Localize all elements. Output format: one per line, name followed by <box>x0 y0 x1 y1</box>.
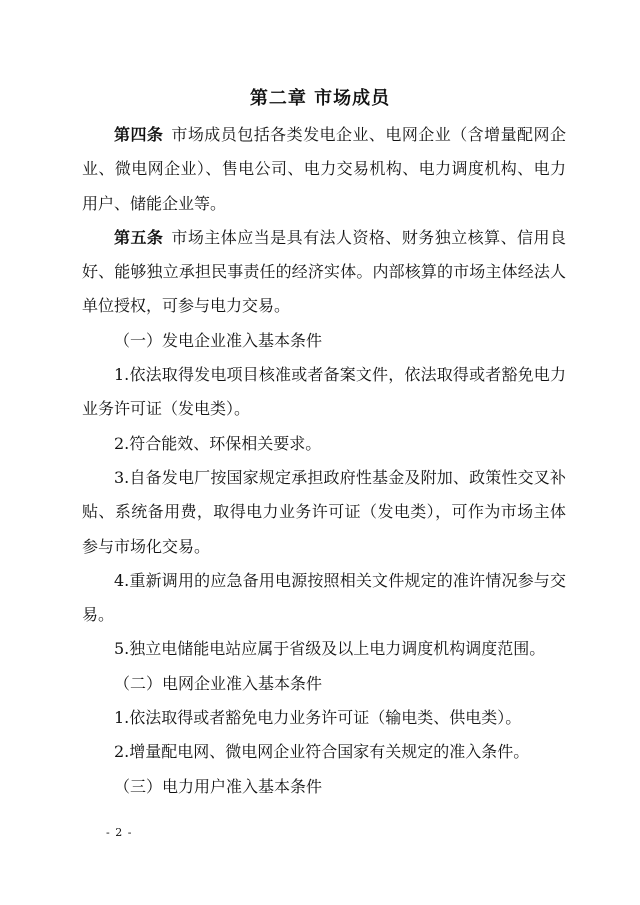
article-4 <box>82 118 566 221</box>
document-body <box>82 118 566 804</box>
article-5 <box>82 221 566 324</box>
section-heading-grid: （二）电网企业准入基本条件 <box>114 673 323 693</box>
article-text: 市场主体应当是具有法人资格、财务独立核算、信用良好、能够独立承担民事责任的经济实体。内部核算的市场主体经法人单位授权，可参与电力交易。 <box>82 227 566 316</box>
article-label: 第五条 <box>114 227 164 247</box>
list-item: 2.增量配电网、微电网企业符合国家有关规定的准入条件。 <box>114 742 530 762</box>
section-heading-users: （三）电力用户准入基本条件 <box>114 776 323 796</box>
list-item: 1.依法取得发电项目核准或者备案文件，依法取得或者豁免电力业务许可证（发电类）。 <box>82 365 566 419</box>
list-item: 3.自备发电厂按国家规定承担政府性基金及附加、政策性交叉补贴、系统备用费，取得电力业务许可证（发电类），可作为市场主体参与市场化交易。 <box>82 467 566 556</box>
chapter-title: 第二章 市场成员 <box>249 88 391 109</box>
list-item: 4.重新调用的应急备用电源按照相关文件规定的准许情况参与交易。 <box>82 570 566 625</box>
list-item: 1.依法取得或者豁免电力业务许可证（输电类、供电类）。 <box>114 708 522 728</box>
section-heading-generation: （一）发电企业准入基本条件 <box>114 330 323 350</box>
page-number: - 2 - <box>106 826 133 839</box>
article-label: 第四条 <box>114 125 164 144</box>
list-item: 2.符合能效、环保相关要求。 <box>114 433 322 453</box>
list-item: 5.独立电储能电站应属于省级及以上电力调度机构调度范围。 <box>114 639 546 659</box>
article-text: 市场成员包括各类发电企业、电网企业（含增量配网企业、微电网企业）、售电公司、电力交易机构、电力调度机构、电力用户、储能企业等。 <box>82 125 566 213</box>
